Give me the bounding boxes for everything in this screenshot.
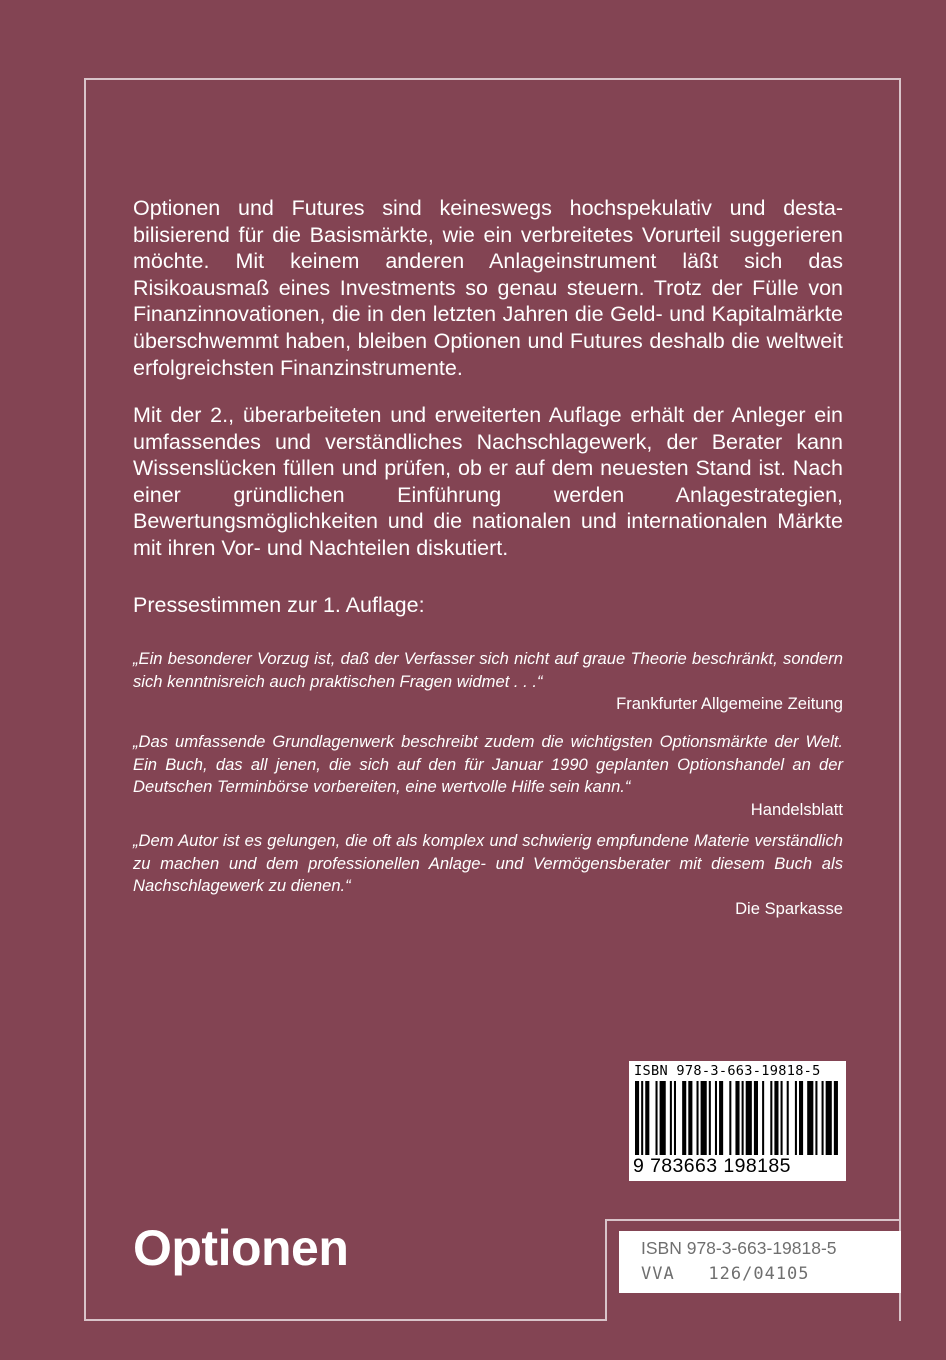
press-quote bbox=[133, 731, 843, 821]
press-heading: Pressestimmen zur 1. Auflage: bbox=[133, 593, 425, 617]
series-wordmark: Optionen bbox=[133, 1220, 349, 1276]
description-paragraph-2: Mit der 2., überarbeiteten und erweiterten Auflage erhält der Anleger ein umfassendes und verständliches Nachschlagewerk, der Berater kann Wissenslücken füllen und prüfen, ob er auf dem neuesten Stand ist. Nach einer gründlichen Einführung werden Anlagestrategien, Bewertungsmöglichkeiten und die nationalen und internationalen Märkte mit ihren Vor- und Nachteilen diskutiert. bbox=[133, 403, 843, 560]
frame-bottom-edge bbox=[84, 1319, 607, 1321]
quote-text: „Das umfassende Grundlagenwerk beschreibt zudem die wichtigsten Optionsmärkte der Welt. Ein Buch, das all jenen, die sich auf den für Januar 1990 geplanten Optionshandel an der Deutschen Terminbörse vorbereiten, eine wertvolle Hilfe sein kann.“ bbox=[133, 732, 843, 796]
quote-source: Die Sparkasse bbox=[735, 898, 843, 918]
press-quote bbox=[133, 648, 843, 716]
frame-notch-horizontal bbox=[605, 1219, 901, 1221]
barcode-isbn-text: ISBN 978-3-663-19818-5 bbox=[634, 1063, 821, 1079]
barcode-box bbox=[629, 1061, 846, 1181]
quote-text: „Ein besonderer Vorzug ist, daß der Verfasser sich nicht auf graue Theorie beschränkt, sondern sich kenntnisreich auch praktischen Fragen widmet . . .“ bbox=[133, 649, 843, 691]
description-paragraph-1: Optionen und Futures sind keineswegs hochspekulativ und destabilisierend für die Basismärkte, wie ein verbreitetes Vorurteil suggerieren möchte. Mit keinem anderen Anlageinstrument läßt sich das Risikoausmaß eines Investments so genau steuern. Trotz der Fülle von Finanzinnovationen, die in den letzten Jahren die Geld- und Kapitalmärkte überschwemmt haben, bleiben Optionen und Futures deshalb die weltweit erfolgreichsten Finanzinstrumente. bbox=[133, 196, 843, 380]
barcode-digits: 9 783663 198185 bbox=[633, 1155, 791, 1177]
isbn-label bbox=[619, 1231, 901, 1293]
barcode-bars-icon bbox=[633, 1081, 842, 1155]
isbn-label-text: ISBN 978-3-663-19818-5 bbox=[641, 1238, 837, 1258]
frame-notch-vertical bbox=[605, 1219, 607, 1321]
quote-text: „Dem Autor ist es gelungen, die oft als komplex und schwierig empfundene Materie verständlich zu machen und dem professionellen Anlage- und Vermögensberater mit diesem Buch als Nachschlagewerk zu dienen.“ bbox=[133, 831, 843, 895]
quote-source: Handelsblatt bbox=[750, 799, 843, 819]
press-quote bbox=[133, 830, 843, 920]
quote-source: Frankfurter Allgemeine Zeitung bbox=[616, 694, 843, 713]
vva-code: VVA 126/04105 bbox=[641, 1264, 810, 1284]
